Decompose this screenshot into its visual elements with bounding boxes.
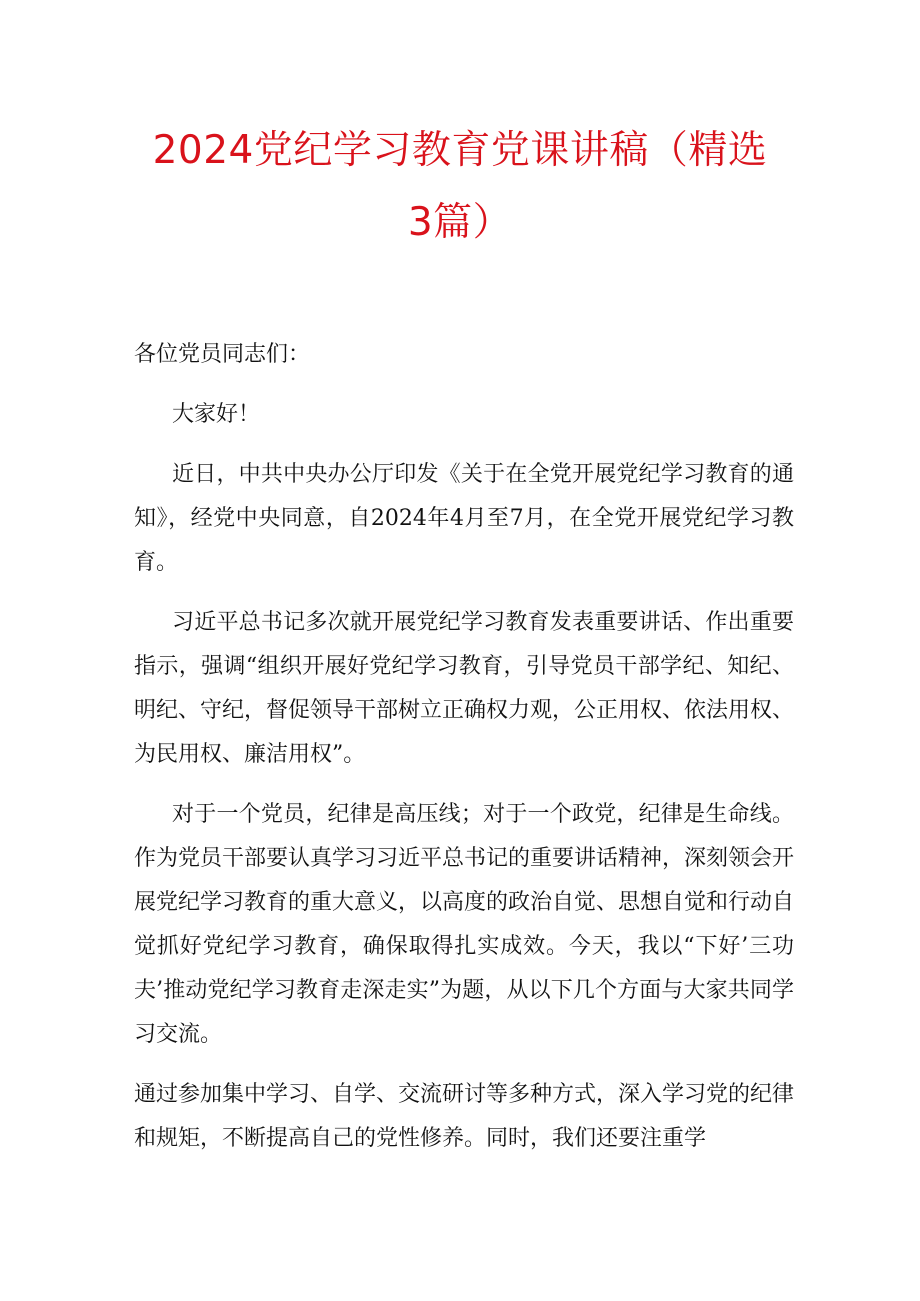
document-body	[134, 333, 794, 1161]
greeting: 大家好！	[172, 402, 261, 427]
paragraph-3: 对于一个党员，纪律是高压线；对于一个政党，纪律是生命线。作为党员干部要认真学习习近平总书记的重要讲话精神，深刻领会开展党纪学习教育的重大意义，以高度的政治自觉、思想自觉和行动自觉抓好党纪学习教育，确保取得扎实成效。今天，我以“下好’三功夫’推动党纪学习教育走深走实”为题，从以下几个方面与大家共同学习交流。	[134, 802, 795, 1047]
document-title-line-1: 2024党纪学习教育党课讲稿（精选	[152, 128, 768, 173]
paragraph-1: 近日，中共中央办公厅印发《关于在全党开展党纪学习教育的通知》，经党中央同意，自2024年4月至7月，在全党开展党纪学习教育。	[134, 462, 794, 575]
paragraph-4: 通过参加集中学习、自学、交流研讨等多种方式，深入学习党的纪律和规矩，不断提高自己的党性修养。同时，我们还要注重学	[134, 1082, 795, 1151]
document-title-line-2: 3篇）	[407, 200, 513, 245]
paragraph-2: 习近平总书记多次就开展党纪学习教育发表重要讲话、作出重要指示，强调“组织开展好党纪学习教育，引导党员干部学纪、知纪、明纪、守纪，督促领导干部树立正确权力观，公正用权、依法用权、为民用权、廉洁用权”。	[134, 610, 795, 767]
salutation: 各位党员同志们：	[134, 342, 311, 367]
